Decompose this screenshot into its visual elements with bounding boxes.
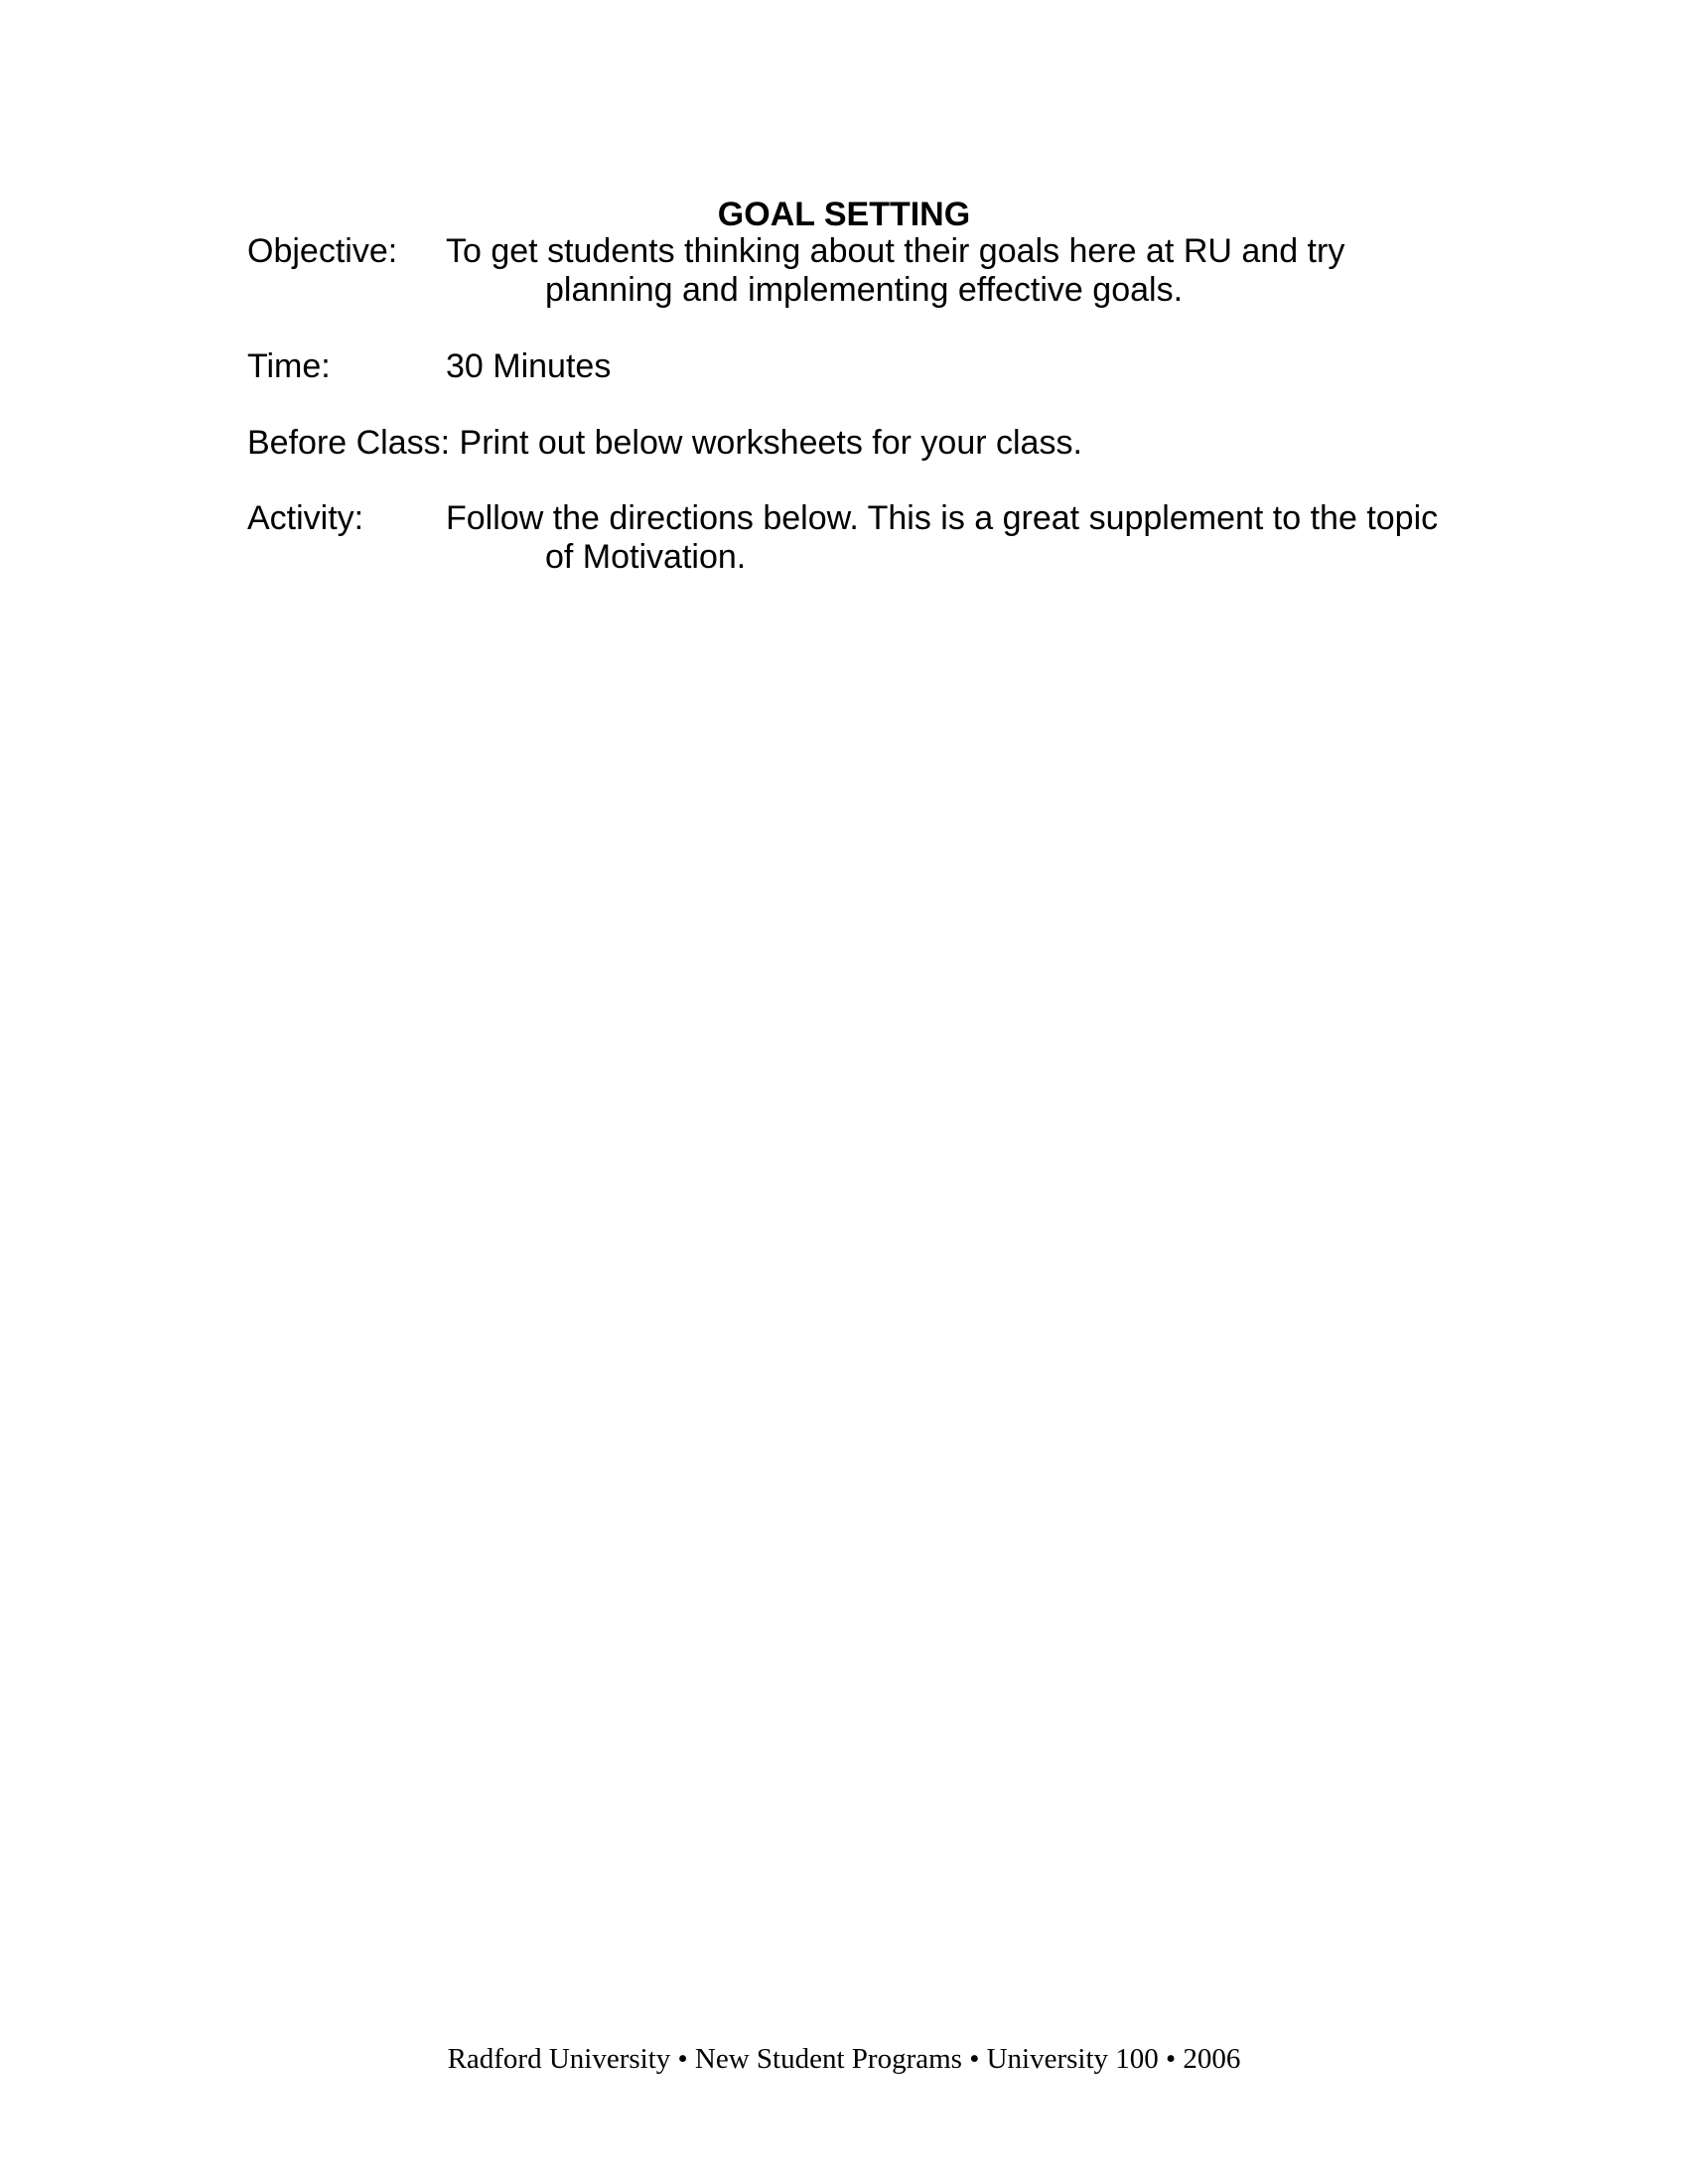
- page-title: [0, 195, 1688, 234]
- activity-line-1: Follow the directions below. This is a great supplement to the topic: [446, 499, 1439, 537]
- activity-value: [446, 499, 1438, 577]
- objective-line-2: planning and implementing effective goals.: [545, 271, 1184, 309]
- objective-value: [446, 232, 1344, 310]
- time-value: 30 Minutes: [446, 347, 612, 385]
- page-footer: Radford University • New Student Programs • University 100 • 2006: [447, 2043, 1241, 2075]
- time-label: Time:: [247, 347, 331, 385]
- activity-line-2: of Motivation.: [545, 538, 747, 576]
- objective-line-1: To get students thinking about their goals here at RU and try: [446, 232, 1345, 270]
- page-title-text: GOAL SETTING: [717, 196, 971, 233]
- activity-label: Activity:: [247, 499, 364, 537]
- objective-label: Objective:: [247, 232, 398, 270]
- before-class-text: Before Class: Print out below worksheets for your class.: [247, 424, 1082, 462]
